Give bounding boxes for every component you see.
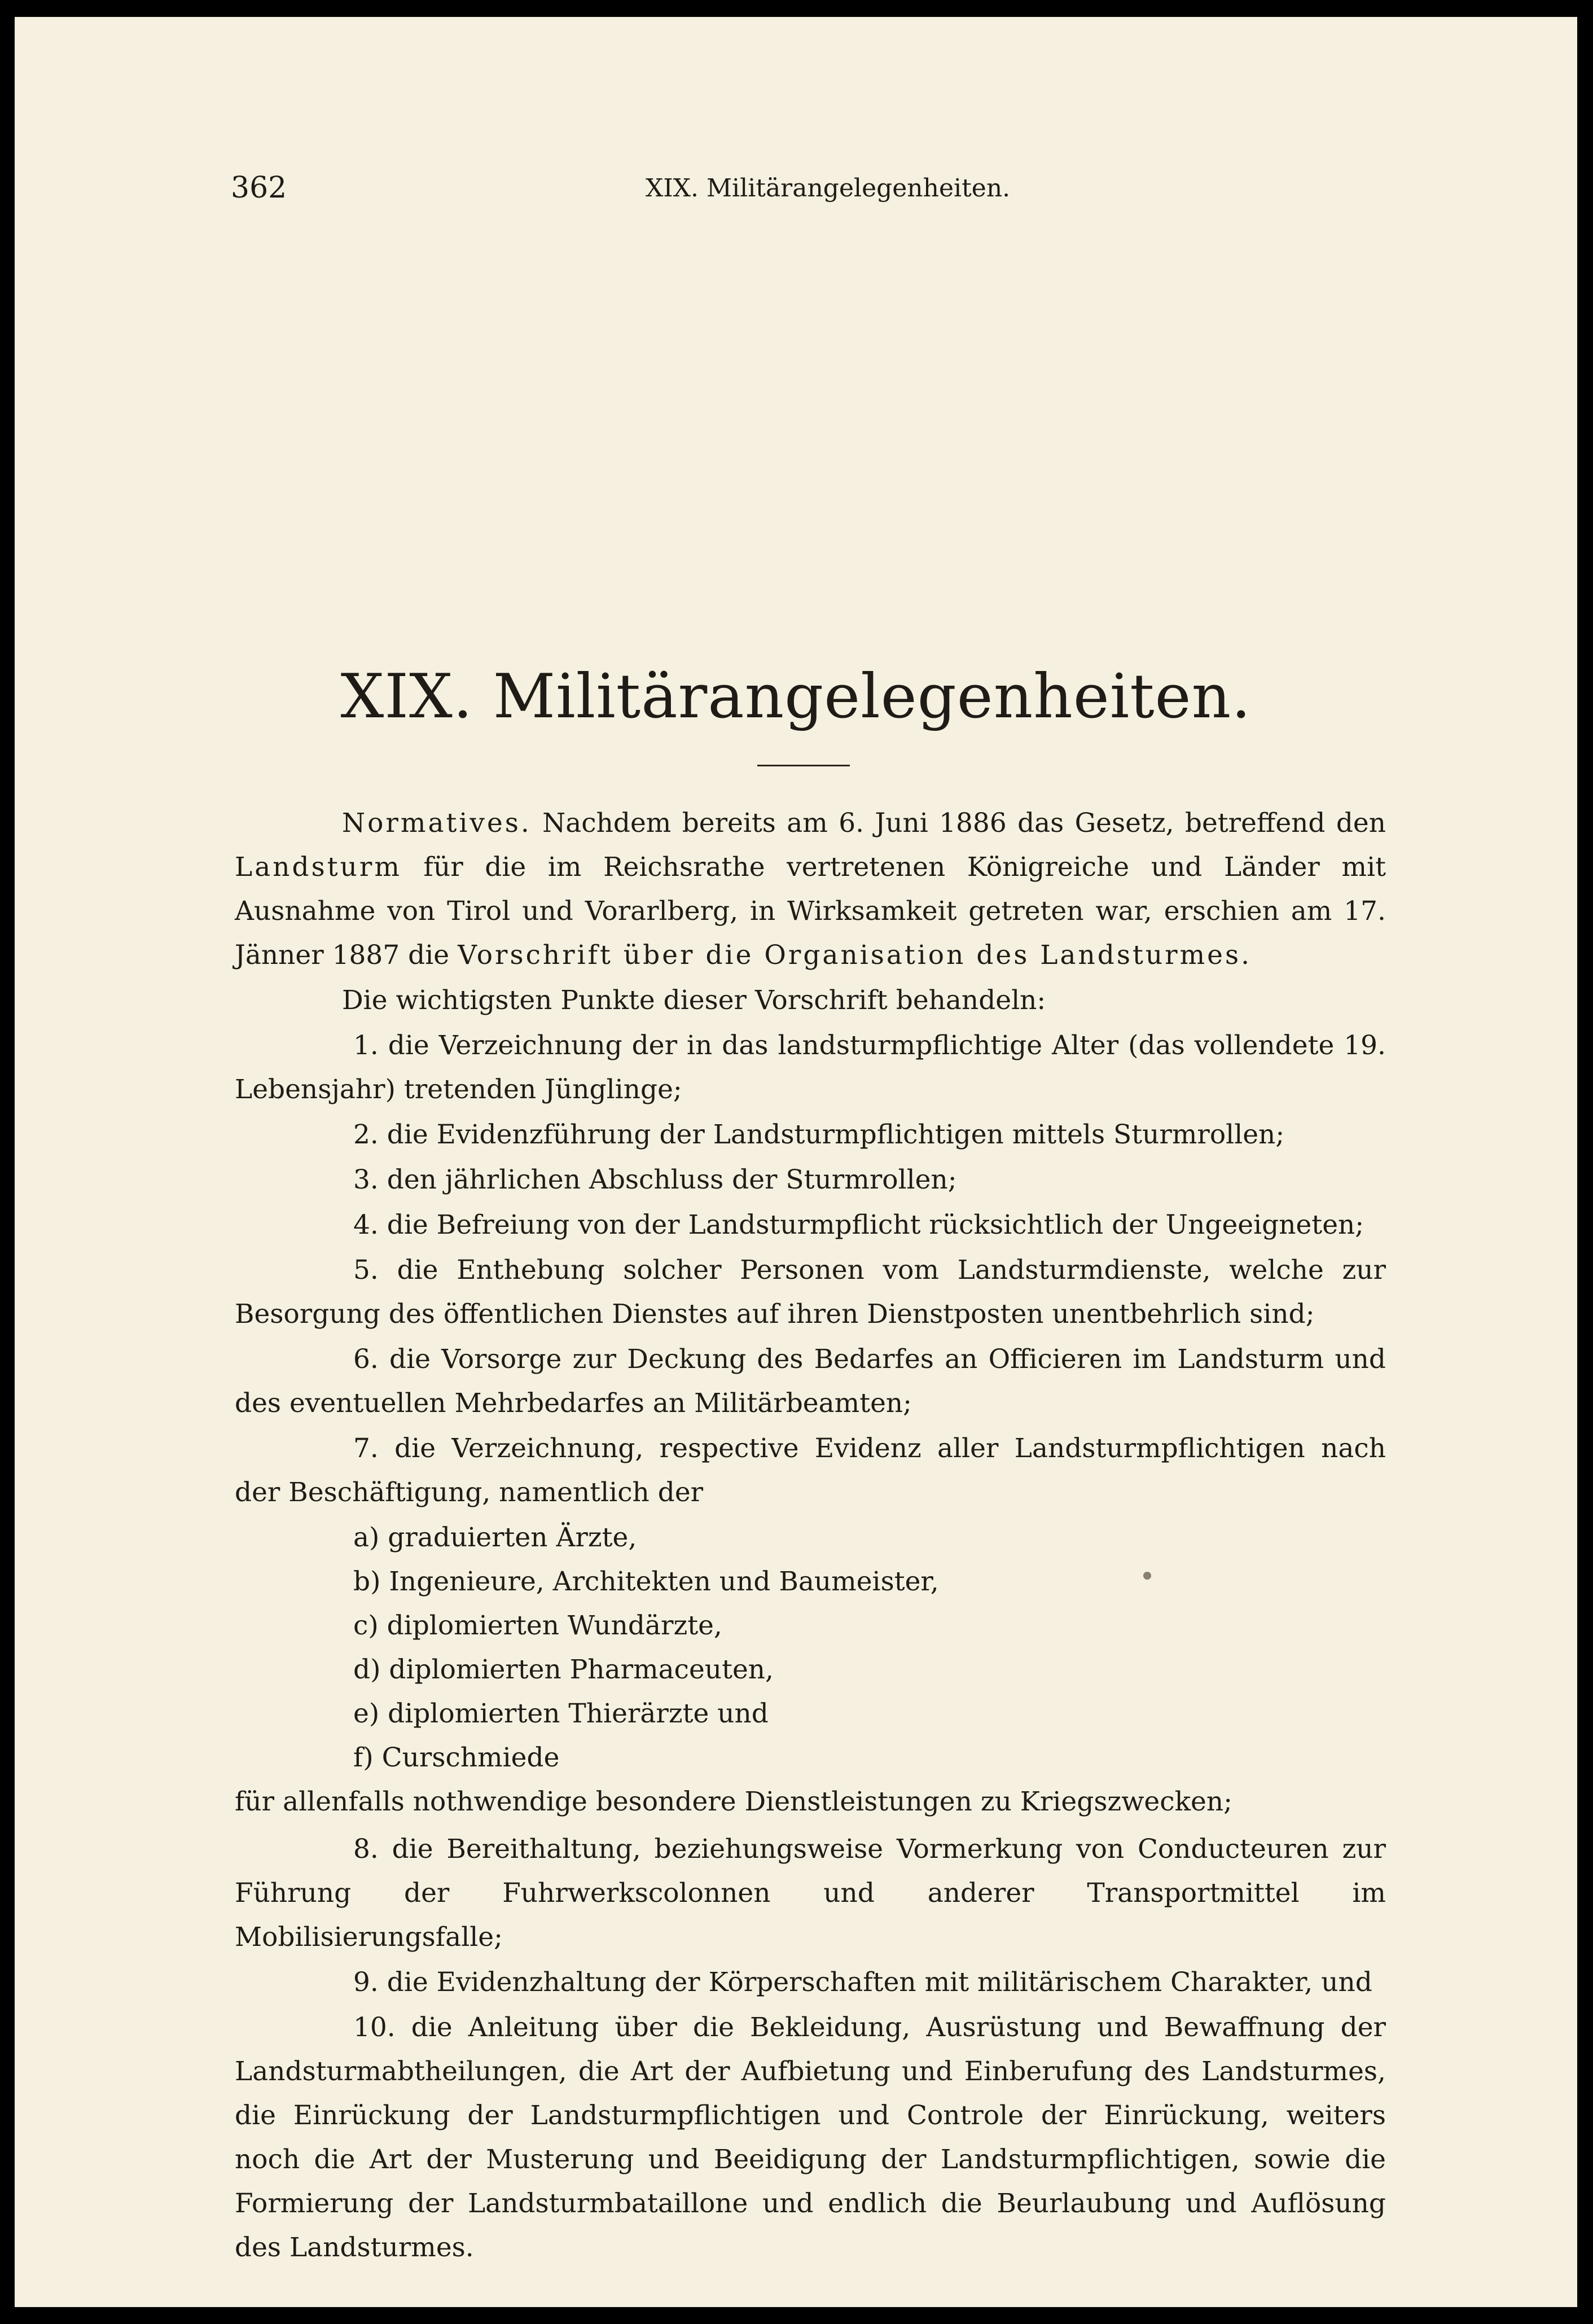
- list-item: 3. den jährlichen Abschluss der Sturmrollen;: [353, 1164, 957, 1195]
- sub-list-item: c) diplomierten Wundärzte,: [353, 1610, 722, 1641]
- points-intro: Die wichtigsten Punkte dieser Vorschrift behandeln:: [342, 985, 1046, 1016]
- sub-list-item: e) diplomierten Thierärzte und: [353, 1698, 769, 1729]
- body-text: [235, 801, 1386, 2271]
- intro-spaced-landsturm: Landsturm: [235, 852, 402, 883]
- intro-spaced-vorschrift: Vorschrift über die Organisation des Landsturmes.: [458, 940, 1252, 971]
- intro-text-b: für die im Reichsrathe vertretenen Königreiche und Länder mit Ausnahme von Tirol und Vorarlberg, in Wirksamkeit getreten war, erschien am 17. Jänner 1887 die: [235, 852, 1386, 971]
- intro-text-a: Nachdem bereits am 6. Juni 1886 das Gesetz, betreffend den: [531, 808, 1386, 839]
- list-item: 10. die Anleitung über die Bekleidung, Ausrüstung und Bewaffnung der Landsturmabtheilungen, die Art der Aufbietung und Einberufung des Landsturmes, die Einrückung der Landsturmpflichtigen und Controle der Einrückung, weiters noch die Art der Musterung und Beeidigung der Landsturmpflichtigen, sowie die Formierung der Landsturmbataillone und endlich die Beurlaubung und Auflösung des Landsturmes.: [235, 2012, 1386, 2263]
- list-item: 6. die Vorsorge zur Deckung des Bedarfes an Officieren im Landsturm und des eventuellen Mehrbedarfes an Militärbeamten;: [235, 1344, 1386, 1419]
- sub-list-tail: für allenfalls nothwendige besondere Dienstleistungen zu Kriegszwecken;: [235, 1786, 1232, 1817]
- list-item: 4. die Befreiung von der Landsturmpflicht rücksichtlich der Ungeeigneten;: [353, 1209, 1364, 1240]
- list-item: 8. die Bereithaltung, beziehungsweise Vormerkung von Conducteuren zur Führung der Fuhrwerkscolonnen und anderer Transportmittel im Mobilisierungsfalle;: [235, 1834, 1386, 1953]
- sub-list-item: a) graduierten Ärzte,: [353, 1522, 637, 1553]
- sub-list-item: b) Ingenieure, Architekten und Baumeister,: [353, 1566, 939, 1597]
- chapter-title: XIX. Militärangelegenheiten.: [340, 661, 1252, 732]
- intro-paragraph: [235, 801, 1386, 977]
- sub-list-item: d) diplomierten Pharmaceuten,: [353, 1654, 774, 1685]
- title-divider: [757, 765, 850, 766]
- lead-word: Normatives.: [342, 808, 532, 839]
- list-item: 9. die Evidenzhaltung der Körperschaften mit militärischem Charakter, und: [353, 1967, 1372, 1998]
- sub-list-item: f) Curschmiede: [353, 1742, 560, 1773]
- page-number: 362: [231, 171, 287, 205]
- list-item: 2. die Evidenzführung der Landsturmpflichtigen mittels Sturmrollen;: [353, 1119, 1285, 1150]
- list-item: 5. die Enthebung solcher Personen vom Landsturmdienste, welche zur Besorgung des öffentlichen Dienstes auf ihren Dienstposten unentbehrlich sind;: [235, 1255, 1386, 1330]
- list-item: 1. die Verzeichnung der in das landsturmpflichtige Alter (das vollendete 19. Lebensjahr) tretenden Jünglinge;: [235, 1030, 1386, 1105]
- document-page: [15, 17, 1577, 2307]
- paper-spot: [1143, 1572, 1151, 1580]
- list-item: 7. die Verzeichnung, respective Evidenz aller Landsturmpflichtigen nach der Beschäftigung, namentlich der: [235, 1433, 1386, 1508]
- running-title: XIX. Militärangelegenheiten.: [646, 174, 1011, 203]
